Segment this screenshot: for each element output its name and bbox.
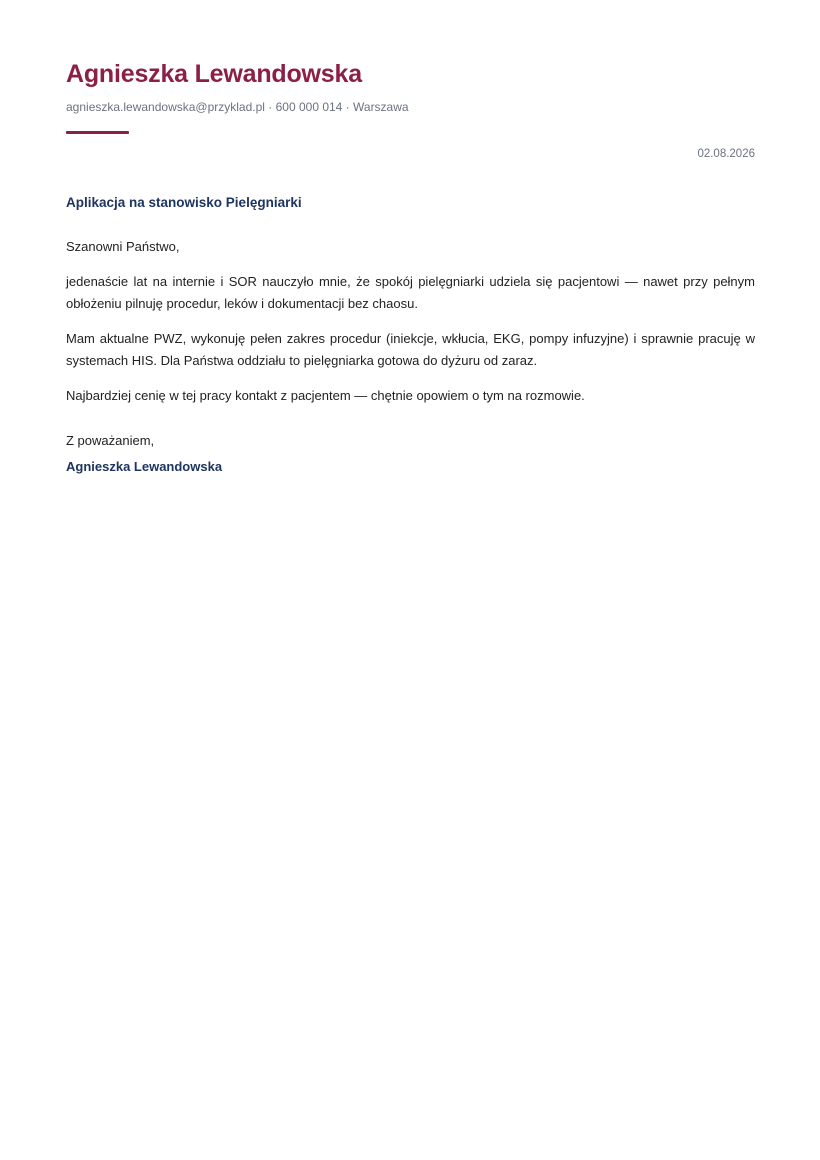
paragraph-3: Najbardziej cenię w tej pracy kontakt z pacjentem — chętnie opowiem o tym na rozmowie. bbox=[66, 388, 585, 403]
applicant-name: Agnieszka Lewandowska bbox=[66, 60, 362, 88]
closing: Z poważaniem, bbox=[66, 433, 155, 448]
contact-line: agnieszka.lewandowska@przyklad.pl · 600 000 014 · Warszawa bbox=[66, 100, 409, 114]
letter-body bbox=[66, 236, 755, 491]
letter-date: 02.08.2026 bbox=[697, 148, 755, 160]
paragraph-1: jedenaście lat na internie i SOR nauczyło mnie, że spokój pielęgniarki udziela się pacjentowi — nawet przy pełnym obłożeniu pilnuję procedur, leków i dokumentacji bez chaosu. bbox=[66, 274, 755, 311]
salutation: Szanowni Państwo, bbox=[66, 239, 180, 254]
accent-divider bbox=[66, 131, 129, 134]
paragraph-2: Mam aktualne PWZ, wykonuję pełen zakres procedur (iniekcje, wkłucia, EKG, pompy infuzyjne) i sprawnie pracuję w systemach HIS. Dla Państwa oddziału to pielęgniarka gotowa do dyżuru od zaraz. bbox=[66, 331, 755, 368]
signature: Agnieszka Lewandowska bbox=[66, 459, 223, 474]
letter-subject: Aplikacja na stanowisko Pielęgniarki bbox=[66, 195, 302, 210]
